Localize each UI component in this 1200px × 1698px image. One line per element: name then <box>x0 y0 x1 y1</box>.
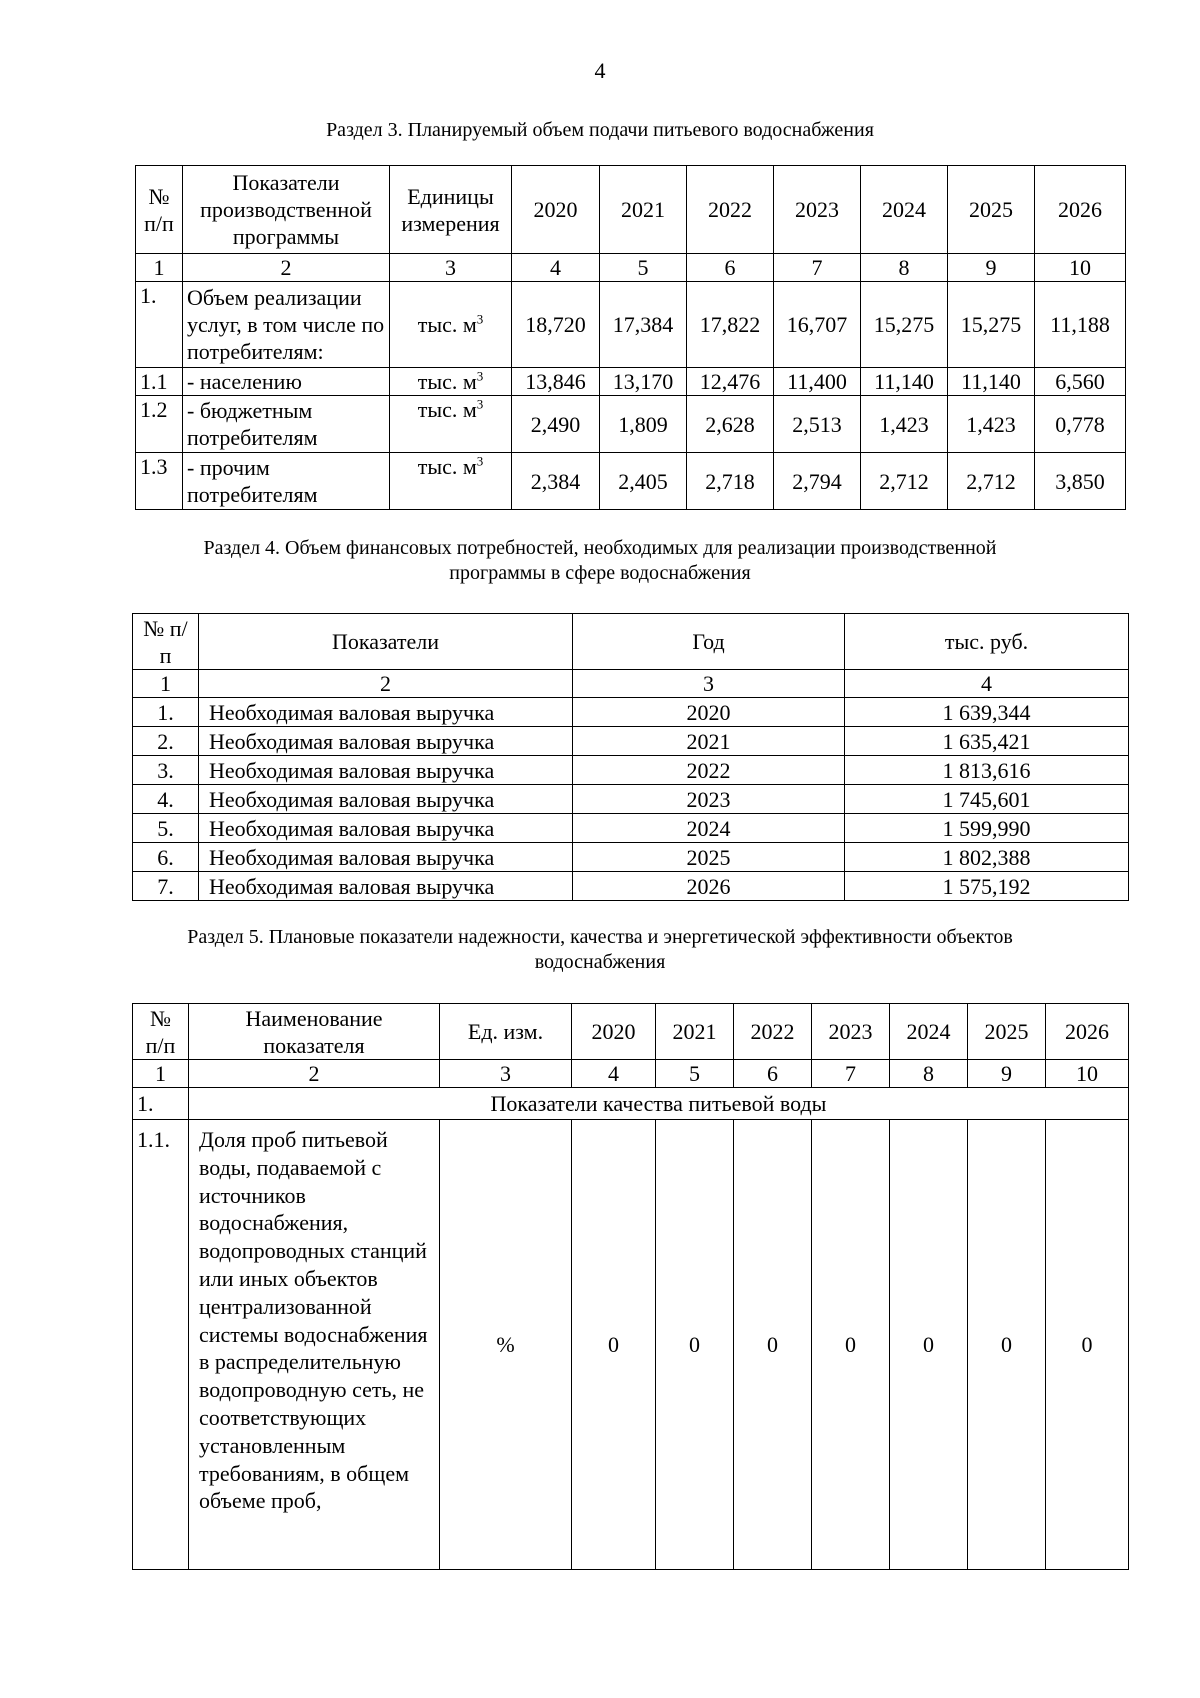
header-year: 2022 <box>687 166 774 254</box>
row-value: 11,140 <box>948 368 1035 396</box>
unit-exponent: 3 <box>476 311 484 327</box>
table-row <box>133 727 1129 756</box>
column-number: 6 <box>687 254 774 282</box>
row-value: 0 <box>734 1120 812 1570</box>
header-unit: Ед. изм. <box>440 1004 572 1060</box>
row-amount: 1 575,192 <box>845 872 1129 901</box>
column-number: 7 <box>812 1060 890 1088</box>
row-value: 12,476 <box>687 368 774 396</box>
row-amount: 1 813,616 <box>845 756 1129 785</box>
section5-title-line2: водоснабжения <box>534 951 666 973</box>
row-value: 2,794 <box>774 453 861 510</box>
row-num: 7. <box>133 872 199 901</box>
header-year: 2026 <box>1046 1004 1129 1060</box>
table-row <box>133 843 1129 872</box>
row-value: 2,712 <box>861 453 948 510</box>
row-value: 2,628 <box>687 396 774 453</box>
row-value: 0 <box>572 1120 656 1570</box>
column-number: 7 <box>774 254 861 282</box>
table-row <box>136 282 1126 368</box>
row-indicator: Необходимая валовая выручка <box>199 756 573 785</box>
row-indicator: Необходимая валовая выручка <box>199 872 573 901</box>
section4-title-line1: Раздел 4. Объем финансовых потребностей, необходимых для реализации производственной <box>203 537 997 559</box>
header-year: 2023 <box>812 1004 890 1060</box>
row-value: 2,405 <box>600 453 687 510</box>
header-year: 2025 <box>948 166 1035 254</box>
row-value: 11,188 <box>1035 282 1126 368</box>
row-unit <box>390 396 512 453</box>
row-value: 18,720 <box>512 282 600 368</box>
row-indicator: - населению <box>183 368 390 396</box>
row-amount: 1 802,388 <box>845 843 1129 872</box>
row-indicator: - прочим потребителям <box>183 453 390 510</box>
row-amount: 1 745,601 <box>845 785 1129 814</box>
section5-group-row <box>133 1088 1129 1120</box>
column-number: 3 <box>390 254 512 282</box>
column-number: 9 <box>968 1060 1046 1088</box>
column-number: 4 <box>845 670 1129 698</box>
header-indicator: Наименование показателя <box>189 1004 440 1060</box>
row-year: 2023 <box>573 785 845 814</box>
column-number: 10 <box>1046 1060 1129 1088</box>
row-unit <box>390 453 512 510</box>
row-value: 11,140 <box>861 368 948 396</box>
section5-title-line1: Раздел 5. Плановые показатели надежности, качества и энергетической эффективности объектов <box>187 926 1013 948</box>
row-value: 13,170 <box>600 368 687 396</box>
section4-header-row <box>133 614 1129 670</box>
row-num: 1.1. <box>133 1120 189 1570</box>
row-amount: 1 599,990 <box>845 814 1129 843</box>
column-number: 5 <box>656 1060 734 1088</box>
header-year: 2025 <box>968 1004 1046 1060</box>
row-indicator: - бюджетным потребителям <box>183 396 390 453</box>
row-value: 2,490 <box>512 396 600 453</box>
group-num: 1. <box>133 1088 189 1120</box>
column-number: 8 <box>861 254 948 282</box>
unit-label: тыс. м <box>417 312 477 337</box>
column-number: 5 <box>600 254 687 282</box>
row-num: 2. <box>133 727 199 756</box>
table-row <box>133 814 1129 843</box>
row-indicator: Необходимая валовая выручка <box>199 814 573 843</box>
header-year: 2021 <box>656 1004 734 1060</box>
header-year: 2023 <box>774 166 861 254</box>
row-indicator: Необходимая валовая выручка <box>199 785 573 814</box>
header-amount: тыс. руб. <box>845 614 1129 670</box>
row-num: 1. <box>136 282 183 368</box>
row-value: 1,423 <box>861 396 948 453</box>
column-number: 4 <box>572 1060 656 1088</box>
column-number: 10 <box>1035 254 1126 282</box>
table-row <box>133 698 1129 727</box>
row-value: 3,850 <box>1035 453 1126 510</box>
row-num: 3. <box>133 756 199 785</box>
row-num: 1.2 <box>136 396 183 453</box>
section3-header-row <box>136 166 1126 254</box>
row-num: 6. <box>133 843 199 872</box>
table-row <box>133 785 1129 814</box>
section4-title-line2: программы в сфере водоснабжения <box>449 562 751 584</box>
row-year: 2024 <box>573 814 845 843</box>
header-year: 2024 <box>890 1004 968 1060</box>
header-year: 2020 <box>572 1004 656 1060</box>
column-number: 1 <box>136 254 183 282</box>
section5-title <box>0 925 1200 975</box>
row-year: 2026 <box>573 872 845 901</box>
row-value: 15,275 <box>861 282 948 368</box>
row-value: 0 <box>968 1120 1046 1570</box>
unit-label: тыс. м <box>417 454 477 479</box>
row-unit: % <box>440 1120 572 1570</box>
column-number: 2 <box>189 1060 440 1088</box>
unit-label: тыс. м <box>417 397 477 422</box>
header-year: 2026 <box>1035 166 1126 254</box>
row-value: 1,809 <box>600 396 687 453</box>
section3-table <box>135 165 1126 510</box>
unit-label: тыс. м <box>417 369 477 394</box>
row-unit <box>390 282 512 368</box>
header-indicator: Показатели производственной программы <box>183 166 390 254</box>
section4-column-numbers-row <box>133 670 1129 698</box>
row-amount: 1 639,344 <box>845 698 1129 727</box>
row-value: 0 <box>656 1120 734 1570</box>
column-number: 2 <box>183 254 390 282</box>
header-year: Год <box>573 614 845 670</box>
row-value: 11,400 <box>774 368 861 396</box>
row-num: 4. <box>133 785 199 814</box>
column-number: 3 <box>573 670 845 698</box>
header-year: 2020 <box>512 166 600 254</box>
section5-column-numbers-row <box>133 1060 1129 1088</box>
row-year: 2020 <box>573 698 845 727</box>
table-row <box>133 1120 1129 1570</box>
header-year: 2024 <box>861 166 948 254</box>
row-value: 0,778 <box>1035 396 1126 453</box>
unit-exponent: 3 <box>476 396 484 412</box>
row-amount: 1 635,421 <box>845 727 1129 756</box>
header-num: № п/п <box>133 614 199 670</box>
row-year: 2025 <box>573 843 845 872</box>
column-number: 8 <box>890 1060 968 1088</box>
table-row <box>133 872 1129 901</box>
row-num: 1.1 <box>136 368 183 396</box>
row-value: 17,822 <box>687 282 774 368</box>
row-value: 0 <box>890 1120 968 1570</box>
row-value: 0 <box>1046 1120 1129 1570</box>
section5-table <box>132 1003 1129 1570</box>
table-row <box>136 368 1126 396</box>
row-indicator: Объем реализации услуг, в том числе по потребителям: <box>183 282 390 368</box>
header-unit: Единицы измерения <box>390 166 512 254</box>
header-num: № п/п <box>133 1004 189 1060</box>
column-number: 9 <box>948 254 1035 282</box>
row-value: 13,846 <box>512 368 600 396</box>
column-number: 1 <box>133 1060 189 1088</box>
section5-header-row <box>133 1004 1129 1060</box>
row-num: 1. <box>133 698 199 727</box>
row-num: 5. <box>133 814 199 843</box>
row-indicator: Необходимая валовая выручка <box>199 698 573 727</box>
page-number: 4 <box>594 58 606 83</box>
header-indicator: Показатели <box>199 614 573 670</box>
column-number: 3 <box>440 1060 572 1088</box>
section3-title: Раздел 3. Планируемый объем подачи питьевого водоснабжения <box>326 119 874 141</box>
column-number: 1 <box>133 670 199 698</box>
row-value: 1,423 <box>948 396 1035 453</box>
row-value: 17,384 <box>600 282 687 368</box>
row-value: 6,560 <box>1035 368 1126 396</box>
section4-table <box>132 613 1129 901</box>
row-indicator: Необходимая валовая выручка <box>199 727 573 756</box>
row-value: 2,513 <box>774 396 861 453</box>
section3-column-numbers-row <box>136 254 1126 282</box>
unit-exponent: 3 <box>476 453 484 469</box>
header-year: 2021 <box>600 166 687 254</box>
table-row <box>136 396 1126 453</box>
row-value: 2,712 <box>948 453 1035 510</box>
column-number: 4 <box>512 254 600 282</box>
header-num: № п/п <box>136 166 183 254</box>
row-value: 15,275 <box>948 282 1035 368</box>
unit-exponent: 3 <box>476 368 484 384</box>
row-indicator: Доля проб питьевой воды, подаваемой с источников водоснабжения, водопроводных станций или иных объектов централизованной системы водоснабжения в распределительную водопроводную сеть, не соответствующих установленным требованиям, в общем объеме проб, <box>189 1120 440 1570</box>
row-indicator: Необходимая валовая выручка <box>199 843 573 872</box>
section4-title <box>0 536 1200 586</box>
table-row <box>136 453 1126 510</box>
column-number: 2 <box>199 670 573 698</box>
row-year: 2022 <box>573 756 845 785</box>
group-title: Показатели качества питьевой воды <box>189 1088 1129 1120</box>
row-year: 2021 <box>573 727 845 756</box>
header-year: 2022 <box>734 1004 812 1060</box>
row-value: 2,718 <box>687 453 774 510</box>
row-unit <box>390 368 512 396</box>
row-value: 0 <box>812 1120 890 1570</box>
row-num: 1.3 <box>136 453 183 510</box>
row-value: 2,384 <box>512 453 600 510</box>
column-number: 6 <box>734 1060 812 1088</box>
table-row <box>133 756 1129 785</box>
row-value: 16,707 <box>774 282 861 368</box>
